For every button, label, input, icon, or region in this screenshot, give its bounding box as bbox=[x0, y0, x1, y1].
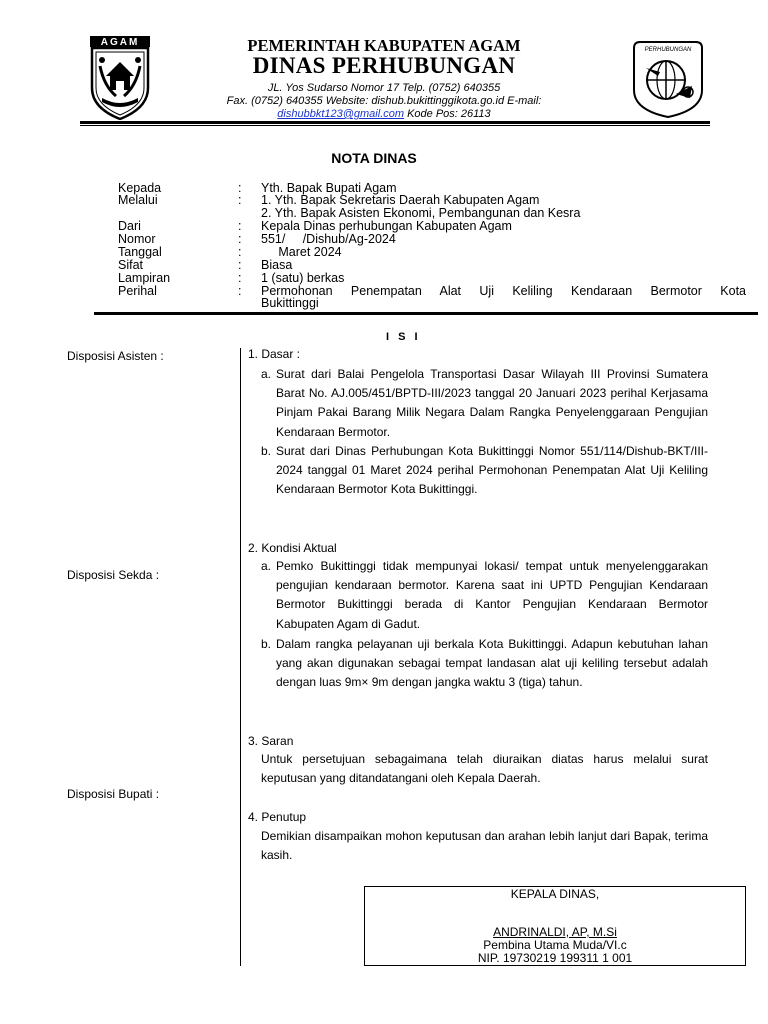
field-colon: : bbox=[238, 258, 242, 272]
signature-name: ANDRINALDI, AP, M.Si bbox=[493, 925, 617, 939]
section-dasar-heading: 1. Dasar : bbox=[248, 347, 301, 361]
field-label-lampiran: Lampiran bbox=[118, 271, 171, 285]
field-value-kepada: Yth. Bapak Bupati Agam bbox=[261, 181, 397, 195]
disposition-sekda: Disposisi Sekda : bbox=[67, 568, 160, 582]
agency-fax-website: Fax. (0752) 640355 Website: dishub.bukittinggikota.go.id E-mail: bbox=[226, 95, 542, 107]
signature-nip: NIP. 19730219 199311 1 001 bbox=[477, 951, 633, 965]
signature-rank: Pembina Utama Muda/VI.c bbox=[483, 938, 627, 952]
field-value-melalui-1: 1. Yth. Bapak Sekretaris Daerah Kabupaten Agam bbox=[261, 193, 540, 207]
header-divider bbox=[94, 312, 758, 315]
item-letter: b. bbox=[261, 444, 272, 458]
field-colon: : bbox=[238, 219, 242, 233]
field-value-dari: Kepala Dinas perhubungan Kabupaten Agam bbox=[261, 219, 512, 233]
section-penutup-text: Demikian disampaikan mohon keputusan dan arahan lebih lanjut dari Bapak, terima kasih. bbox=[261, 829, 708, 863]
field-value-perihal-2: Bukittinggi bbox=[261, 296, 319, 310]
section-dasar-item-b: Surat dari Dinas Perhubungan Kota Bukittinggi Nomor 551/114/Dishub-BKT/III-2024 tanggal 01 Maret 2024 perihal Permohonan Penempatan Alat Uji Keliling Kendaraan Bermotor Kota Bukittinggi. bbox=[276, 444, 708, 497]
field-colon: : bbox=[238, 181, 242, 195]
field-value-tanggal: Maret 2024 bbox=[261, 245, 342, 259]
field-colon: : bbox=[238, 232, 242, 246]
government-name: PEMERINTAH KABUPATEN AGAM bbox=[247, 36, 521, 55]
field-label-tanggal: Tanggal bbox=[118, 245, 162, 259]
item-letter: b. bbox=[261, 637, 272, 651]
agam-regency-logo bbox=[82, 36, 158, 120]
letterhead-divider bbox=[80, 121, 710, 124]
item-letter: a. bbox=[261, 559, 272, 573]
isi-heading: I S I bbox=[386, 331, 421, 343]
signature-title: KEPALA DINAS, bbox=[510, 887, 600, 901]
item-letter: a. bbox=[261, 367, 272, 381]
document-title: NOTA DINAS bbox=[331, 150, 417, 166]
agency-postal-code: Kode Pos: 26113 bbox=[404, 108, 491, 120]
logo-right-text: PERHUBUNGAN bbox=[644, 47, 692, 53]
field-colon: : bbox=[238, 193, 242, 207]
field-label-perihal: Perihal bbox=[118, 284, 157, 298]
disposition-bupati: Disposisi Bupati : bbox=[67, 787, 160, 801]
transport-agency-logo bbox=[630, 38, 706, 118]
field-value-sifat: Biasa bbox=[261, 258, 293, 272]
field-label-nomor: Nomor bbox=[118, 232, 156, 246]
field-colon: : bbox=[238, 284, 242, 298]
field-value-perihal-1: Permohonan Penempatan Alat Uji Keliling Kendaraan Bermotor Kota bbox=[261, 284, 746, 298]
field-value-nomor: 551/ /Dishub/Ag-2024 bbox=[261, 232, 396, 246]
field-colon: : bbox=[238, 245, 242, 259]
section-kondisi-heading: 2. Kondisi Aktual bbox=[248, 541, 337, 555]
section-saran-heading: 3. Saran bbox=[248, 734, 294, 748]
agency-address: JL. Yos Sudarso Nomor 17 Telp. (0752) 640355 bbox=[267, 82, 501, 94]
section-penutup-heading: 4. Penutup bbox=[248, 810, 307, 824]
section-kondisi-item-a: Pemko Bukittinggi tidak mempunyai lokasi/ tempat untuk menyelenggarakan pengujian kendaraan bermotor. Karena saat ini UPTD Pengujian Kendaraan Bermotor Bukittinggi berada di Kantor Pengujian Kendaraan Bermotor Kabupaten Agam di Gadut. bbox=[276, 559, 708, 631]
agency-name: DINAS PERHUBUNGAN bbox=[252, 53, 516, 78]
field-colon: : bbox=[238, 271, 242, 285]
disposition-asisten: Disposisi Asisten : bbox=[67, 349, 164, 363]
field-value-lampiran: 1 (satu) berkas bbox=[261, 271, 345, 285]
field-label-dari: Dari bbox=[118, 219, 141, 233]
letterhead-divider-thin bbox=[80, 125, 710, 126]
section-saran-text: Untuk persetujuan sebagaimana telah diuraikan diatas harus melalui surat keputusan yang ditandatangani oleh Kepala Daerah. bbox=[261, 752, 708, 786]
field-label-kepada: Kepada bbox=[118, 181, 162, 195]
section-kondisi-item-b: Dalam rangka pelayanan uji berkala Kota Bukittinggi. Adapun kebutuhan lahan yang akan digunakan sebagai tempat landasan alat uji keliling tersebut adalah dengan luas 9m× 9m dengan jangka waktu 3 (tiga) tahun. bbox=[276, 637, 708, 690]
section-dasar-item-a: Surat dari Balai Pengelola Transportasi Dasar Wilayah III Provinsi Sumatera Barat No. AJ.005/451/BPTD-III/2023 tanggal 20 Januari 2023 perihal Kerjasama Pinjam Pakai Barang Milik Negara Dalam Rangka Penyelenggaraan Pengujian Kendaraan Bermotor. bbox=[276, 367, 708, 439]
field-label-melalui: Melalui bbox=[118, 193, 158, 207]
agency-email-row bbox=[170, 108, 598, 120]
agency-email-link[interactable]: dishubbkt123@gmail.com bbox=[277, 108, 405, 120]
logo-left-text: AGAM bbox=[100, 37, 140, 48]
disposition-column-divider bbox=[240, 348, 241, 966]
field-value-melalui-2: 2. Yth. Bapak Asisten Ekonomi, Pembangunan dan Kesra bbox=[261, 206, 581, 220]
field-label-sifat: Sifat bbox=[118, 258, 144, 272]
